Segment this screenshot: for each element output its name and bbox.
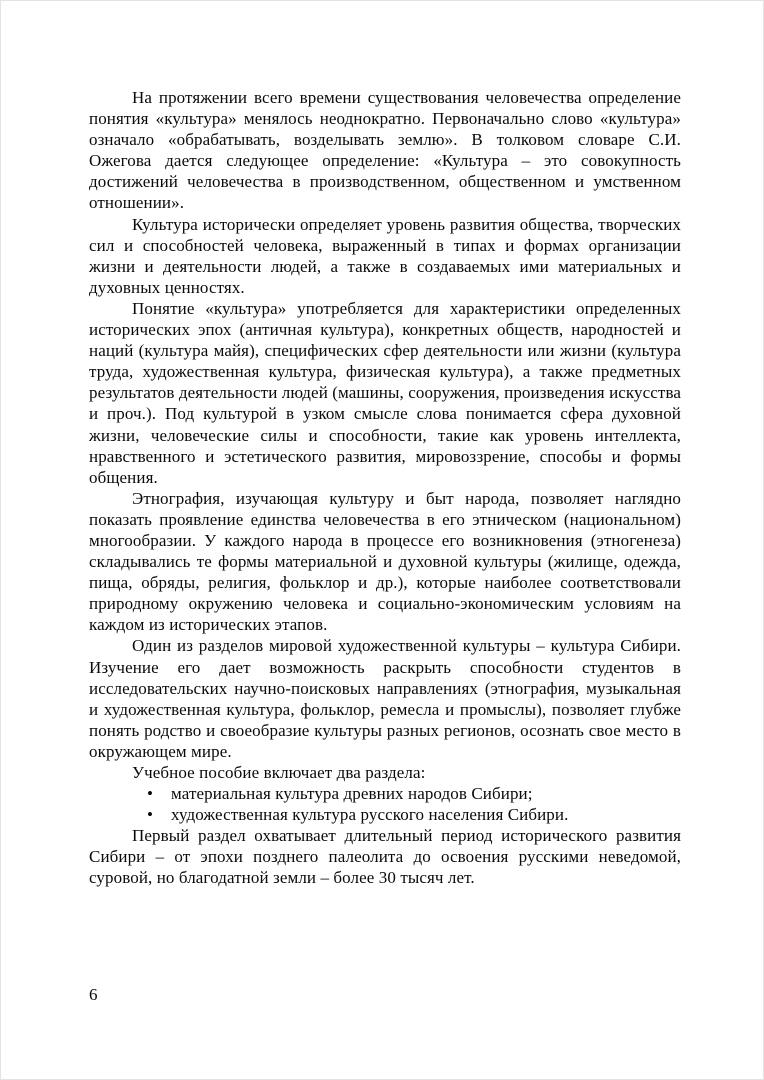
paragraph-culture-usage: Понятие «культура» употребляется для характеристики определенных исторических эпох (античная культура), конкретных обществ, народностей и наций (культура майя), специфических сфер деятельности или жизни (культура труда, художественная культура, физическая культура), а также предметных результатов деятельности людей (машины, сооружения, произведения искусства и проч.). Под культурой в узком смысле слова понимается сфера духовной жизни, человеческие силы и способности, такие как уровень интеллекта, нравственного и эстетического развития, мировоззрение, способы и формы общения.	[89, 298, 681, 487]
paragraph-culture-level: Культура исторически определяет уровень развития общества, творческих сил и способностей человека, выраженный в типах и формах организации жизни и деятельности людей, а также в создаваемых ими материальных и духовных ценностях.	[89, 214, 681, 297]
list-item	[89, 804, 681, 825]
list-item	[89, 783, 681, 804]
paragraph-siberia-culture: Один из разделов мировой художественной культуры – культура Сибири. Изучение его дает возможность раскрыть способности студентов в исследовательских научно-поисковых направлениях (этнография, музыкальная и художественная культура, фольклор, ремесла и промыслы), позволяет глубже понять родство и своеобразие культуры разных регионов, осознать свое место в окружающем мире.	[89, 636, 681, 761]
bullet-marker: •	[147, 784, 154, 804]
paragraph-ethnography: Этнография, изучающая культуру и быт народа, позволяет наглядно показать проявление единства человечества в его этническом (национальном) многообразии. У каждого народа в процессе его возникновения (этногенеза) складывались те формы материальной и духовной культуры (жилище, одежда, пища, обряды, религия, фольклор и др.), которые наиболее соответствовали природному окружению человека и социально-экономическим условиям на каждом из исторических этапов.	[89, 488, 681, 635]
list-item-text: материальная культура древних народов Сибири;	[171, 784, 533, 804]
sections-bullet-list	[89, 783, 681, 825]
list-item-text: художественная культура русского населения Сибири.	[171, 805, 569, 825]
page-number: 6	[89, 985, 98, 1004]
page-text-block	[89, 87, 681, 889]
bullet-marker: •	[147, 805, 154, 825]
paragraph-first-section-overview: Первый раздел охватывает длительный период исторического развития Сибири – от эпохи позднего палеолита до освоения русскими неведомой, суровой, но благодатной земли – более 30 тысяч лет.	[89, 826, 681, 888]
paragraph-culture-definition: На протяжении всего времени существования человечества определение понятия «культура» менялось неоднократно. Первоначально слово «культура» означало «обрабатывать, возделывать землю». В толковом словаре С.И. Ожегова дается следующее определение: «Культура – это совокупность достижений человечества в производственном, общественном и умственном отношении».	[89, 88, 681, 213]
paragraph-manual-sections-intro: Учебное пособие включает два раздела:	[132, 763, 426, 782]
